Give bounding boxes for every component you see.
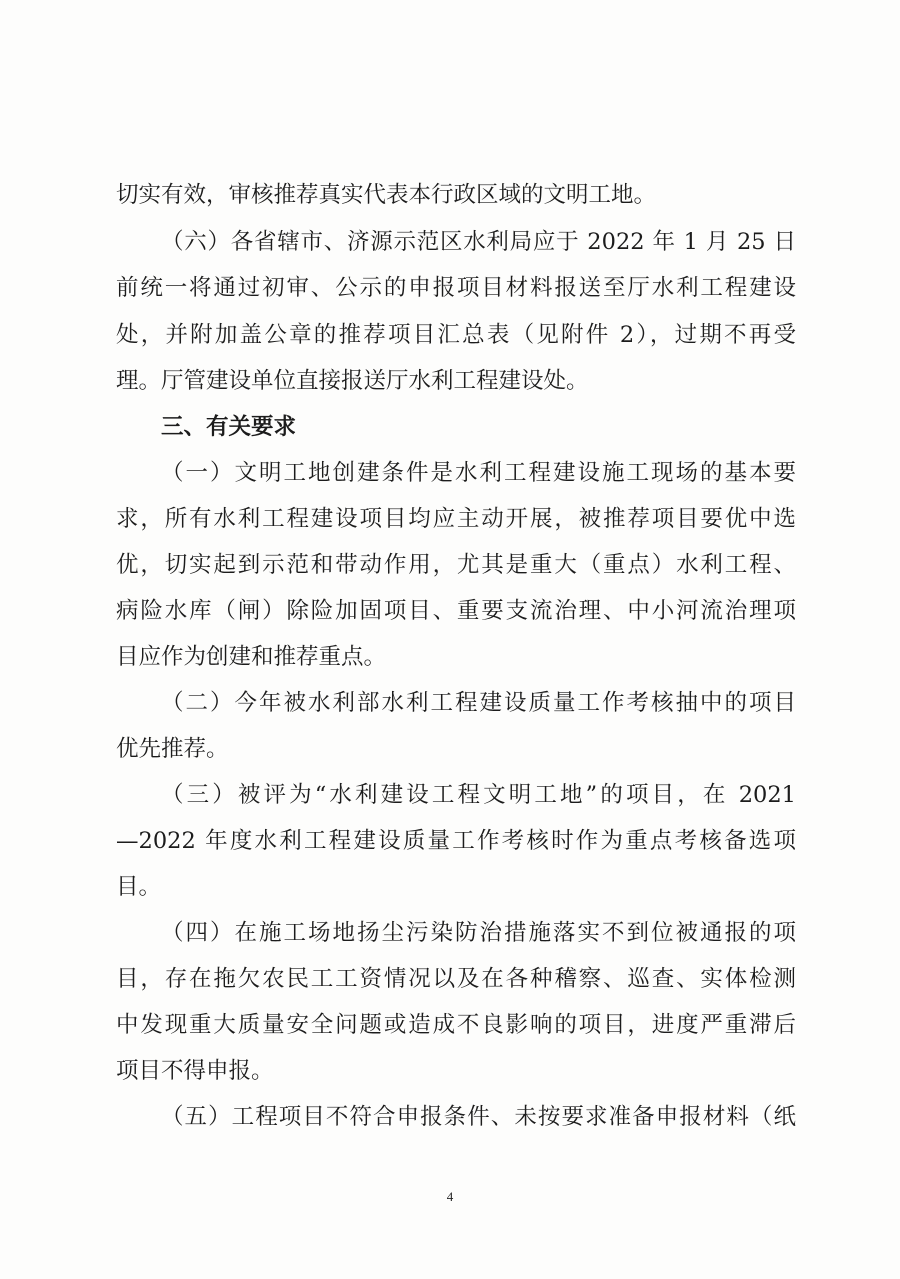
item-5-line-1: （五）工程项目不符合申报条件、未按要求准备申报材料（纸	[161, 1104, 796, 1130]
item-1-line-3: 优，切实起到示范和带动作用，尤其是重大（重点）水利工程、	[116, 552, 796, 578]
page-number: 4	[446, 1189, 454, 1204]
item-2-line-1: （二）今年被水利部水利工程建设质量工作考核抽中的项目	[161, 690, 796, 716]
item-1-line-4: 病险水库（闸）除险加固项目、重要支流治理、中小河流治理项	[116, 598, 796, 624]
section-heading: 三、有关要求	[161, 414, 297, 440]
item-3-line-3: 目。	[116, 874, 162, 900]
item-1-line-1: （一）文明工地创建条件是水利工程建设施工现场的基本要	[161, 460, 796, 486]
item-4-line-4: 项目不得申报。	[116, 1058, 274, 1084]
paragraph-6-line-2: 前统一将通过初审、公示的申报项目材料报送至厅水利工程建设	[116, 275, 796, 301]
paragraph-6-line-1: （六）各省辖市、济源示范区水利局应于 2022 年 1 月 25 日	[161, 229, 796, 255]
item-3-line-2: —2022 年度水利工程建设质量工作考核时作为重点考核备选项	[116, 828, 796, 854]
item-2-line-2: 优先推荐。	[116, 736, 229, 762]
paragraph-6-line-4: 理。厅管建设单位直接报送厅水利工程建设处。	[116, 368, 589, 394]
item-4-line-3: 中发现重大质量安全问题或造成不良影响的项目，进度严重滞后	[116, 1012, 796, 1038]
item-1-line-2: 求，所有水利工程建设项目均应主动开展，被推荐项目要优中选	[116, 506, 796, 532]
item-3-line-1: （三）被评为“水利建设工程文明工地”的项目，在 2021	[161, 782, 796, 808]
item-1-line-5: 目应作为创建和推荐重点。	[116, 644, 387, 670]
text-line-1: 切实有效，审核推荐真实代表本行政区域的文明工地。	[116, 182, 657, 208]
item-4-line-1: （四）在施工场地扬尘污染防治措施落实不到位被通报的项	[161, 920, 796, 946]
item-4-line-2: 目，存在拖欠农民工工资情况以及在各种稽察、巡查、实体检测	[116, 966, 796, 992]
paragraph-6-line-3: 处，并附加盖公章的推荐项目汇总表（见附件 2），过期不再受	[116, 322, 796, 348]
